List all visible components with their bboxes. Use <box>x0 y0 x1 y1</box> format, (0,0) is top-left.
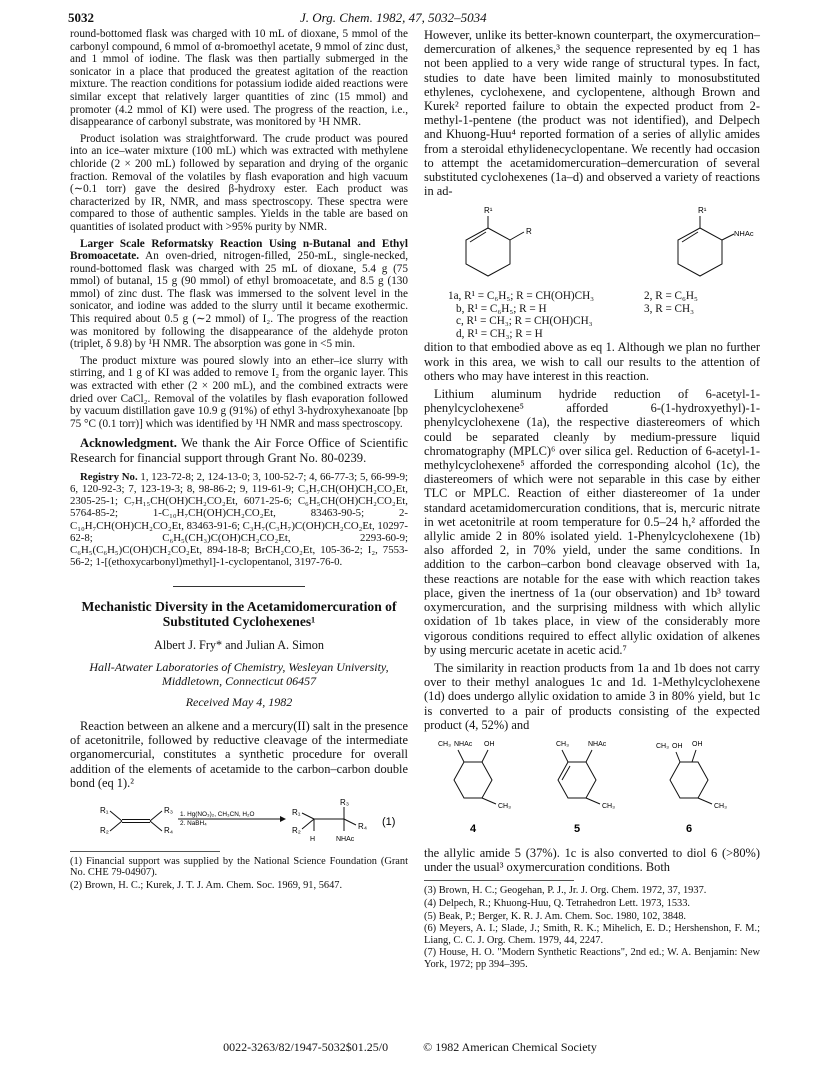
equation-1-scheme <box>70 797 408 843</box>
footnote-6: (6) Meyers, A. I.; Slade, J.; Smith, R. K.; Mihelich, E. D.; Hershenshon, F. M.; Liang, C. C. J. Org. Chem. 1979, 44, 2247. <box>424 923 760 946</box>
struct1-r: R <box>526 227 532 237</box>
right-paragraph-3: Lithium aluminum hydride reduction of 6-acetyl-1-phenylcyclohexene⁵ afforded 6-(1-hydroxyethyl)-1-phenylcyclohexene (1a), the respective diastereomers of which could be separated cleanly by medium-pressure liquid chromatography (MPLC)⁶ over silica gel. Reduction of 6-acetyl-1-methylcyclohexene⁵ afforded the corresponding alcohol (1c), the diastereomers of which were not separable in this case by either TLC or MPLC. Reaction of either diastereomer of 1a under standard acetamidomercuration conditions, that is, mercuric nitrate in wet acetonitrile at room temperature for 0.5–24 h,² afforded the allylic amide 2 in 80% isolated yield. 1-Phenylcyclohexene (1b) also afforded 2, in 70% yield, under the same conditions. In addition to the carbon–carbon bond cleavage observed with 1a, these reactions are notable for the ease with which reaction takes place, given the inertness of 1a (our observation) and 1b³ toward oxymercuration, and the surprising mildness with which allylic oxidation of 1b takes place, in view of the considerably more vigorous conditions required to effect allylic oxidation of alkenes by using mercuric acetate in acetic acid.⁷ <box>424 387 760 657</box>
abstract: Reaction between an alkene and a mercury(II) salt in the presence of acetonitrile, followed by reductive cleavage of the intermediate organomercurial, constitutes a synthetic procedure for overall addition of the elements of acetamide to the carbon–carbon double bond (eq 1).² <box>70 718 408 791</box>
struct2-r1: R¹ <box>698 206 707 216</box>
product-nhac: NHAc <box>336 835 355 843</box>
footnote-rule <box>70 851 220 852</box>
scheme-condition-2: 2. NaBH₄ <box>180 819 207 827</box>
equation-1-drawing <box>70 797 408 843</box>
structures-1-2-3 <box>424 204 760 340</box>
struct2-nhac: NHAc <box>734 229 754 239</box>
structure-drawings-top <box>424 204 760 282</box>
label-1c: c, R¹ = CH₃; R = CH(OH)CH₃ <box>456 315 593 328</box>
s6-top3: OH <box>692 740 703 748</box>
equation-number: (1) <box>382 815 396 828</box>
s5-top1: CH₃ <box>556 740 569 748</box>
product-h: H <box>310 835 316 843</box>
journal-header: J. Org. Chem. 1982, 47, 5032–5034 <box>300 10 487 25</box>
copyright: © 1982 American Chemical Society <box>423 1040 597 1054</box>
article-title: Mechanistic Diversity in the Acetamidomercuration of Substituted Cyclohexenes¹ <box>81 599 397 630</box>
s4-top2: NHAc <box>454 740 473 748</box>
label-3: 3, R = CH₃ <box>644 302 694 315</box>
s4-number: 4 <box>470 822 477 835</box>
s5-sub: CH₃ <box>602 802 615 810</box>
label-1b: b, R¹ = C₆H₅; R = H <box>456 302 547 315</box>
right-paragraph-2: dition to that embodied above as eq 1. Although we plan no further work in this area, we wish to call our results to the attention of others who may have interest in this reaction. <box>424 340 760 383</box>
acknowledgment-text: We thank the Air Force Office of Scientific Research for financial support through Grant No. 80-0239. <box>70 436 408 465</box>
right-paragraph-4: The similarity in reaction products from 1a and 1b does not carry over to their methyl analogues 1c and 1d. 1-Methylcyclohexene (1d) does undergo allylic oxidation to amide 3 in 80% yield, but 1c is converted to a pair of products consisting of the expected product (4, 52%) and <box>424 660 760 732</box>
footnote-2: (2) Brown, H. C.; Kurek, J. T. J. Am. Chem. Soc. 1969, 91, 5647. <box>70 879 343 891</box>
structure-drawings-bottom <box>424 736 760 840</box>
scheme-r3: R₃ <box>164 805 174 815</box>
article-separator <box>173 586 305 587</box>
label-1d: d, R¹ = CH₃; R = H <box>456 327 543 340</box>
s4-top3: OH <box>484 740 495 748</box>
left-paragraph-3 <box>70 238 408 351</box>
footnote-3: (3) Brown, H. C.; Geogehan, P. J., Jr. J. Org. Chem. 1972, 37, 1937. <box>424 885 707 897</box>
scheme-r4: R₄ <box>164 825 174 835</box>
right-footnote-rule <box>424 880 574 881</box>
s5-top2: NHAc <box>588 740 607 748</box>
right-column <box>424 28 760 971</box>
registry-numbers <box>70 471 408 569</box>
scheme-r2: R₂ <box>100 825 109 835</box>
s6-number: 6 <box>686 822 693 835</box>
struct1-r1: R¹ <box>484 206 493 216</box>
article-affiliation: Hall-Atwater Laboratories of Chemistry, Wesleyan University, Middletown, Connecticut 06457 <box>89 660 389 689</box>
compound-2-3-labels <box>644 290 698 315</box>
left-paragraph-2: Product isolation was straightforward. The crude product was poured into an ice–water mixture (100 mL) which was extracted with methylene chloride (2 × 200 mL) followed by separation and drying of the organic fraction. Removal of the volatiles by flash evaporation and high vacuum (∼0.1 torr) gave the desired β-hydroxy ester. Each product was characterized by IR, NMR, and mass spectroscopy. These spectra were compared to those of authentic samples. Yields in the table are based on quantities of isolated product with >95% purity by NMR. <box>70 132 408 233</box>
product-r4: R₄ <box>358 821 368 831</box>
acknowledgment <box>70 436 408 464</box>
right-paragraph-5: the allylic amide 5 (37%). 1c is also converted to diol 6 (>80%) under the usual³ oxymercuration conditions. Both <box>424 845 760 875</box>
left-paragraph-3-body: An oven-dried, nitrogen-filled, 250-mL, single-necked, round-bottomed flask was charged with 25 mL of dioxane, 5.4 g (75 mmol) of butanal, 15 g (90 mmol) of ethyl bromoacetate, and 8.5 g (130 mmol) of zinc dust. The flask was immersed to the solvent level in the sonicator, and iodine was added to the slurry until it became exothermic. This required about 0.5 g (∼2 mmol) of I₂. The progress of the reaction was monitored by following the disappearance of the aldehyde proton (triplet, δ 9.8) by ¹H NMR. The absorption was gone in <5 min. <box>70 250 408 351</box>
registry-heading: Registry No. <box>80 470 138 483</box>
product-r1: R₁ <box>292 807 301 817</box>
product-r2: R₂ <box>292 825 301 835</box>
issn-code: 0022-3263/82/1947-5032$01.25/0 <box>223 1040 389 1054</box>
acknowledgment-heading: Acknowledgment. <box>80 436 177 451</box>
right-paragraph-1: However, unlike its better-known counterpart, the oxymercuration–demercuration of alkenes,³ the sequence represented by eq 1 has not been applied to a very wide range of structural types. In fact, studies to date have been limited mainly to monosubstituted ethylenes, cyclohexene, and cyclopentene, although Brown and Kurek² reported failure to obtain the expected product from 2-methyl-1-pentene (the product was not identified), and Delpech and Khuong-Huu⁴ reported formation of a series of allylic amides from a steroidal ethylidenecyclopentane. We recently had occasion to attempt the acetamidomercuration–demercuration of several substituted cyclohexenes (1a–d) and observed a variety of reactions in ad- <box>424 28 760 199</box>
article-authors: Albert J. Fry* and Julian A. Simon <box>154 638 324 653</box>
page-footer <box>0 1040 820 1055</box>
s6-top1: CH₃ <box>656 742 669 750</box>
scheme-condition-1: 1. Hg(NO₃)₂, CH₃CN, H₂O <box>180 810 255 818</box>
s6-sub: CH₃ <box>714 802 727 810</box>
product-r3: R₃ <box>340 797 350 807</box>
left-column <box>70 28 408 892</box>
s4-sub: CH₃ <box>498 802 511 810</box>
s4-top1: CH₃ <box>438 740 451 748</box>
compound-1-labels <box>448 290 594 340</box>
footnote-1: (1) Financial support was supplied by the National Science Foundation (Grant No. CHE 79-04907). <box>70 855 408 879</box>
footnote-7: (7) House, H. O. "Modern Synthetic Reactions", 2nd ed.; W. A. Benjamin: New York, 1972; pp 394–395. <box>424 947 760 970</box>
footnote-4: (4) Delpech, R.; Khuong-Huu, Q. Tetrahedron Lett. 1973, 1533. <box>424 897 691 909</box>
left-paragraph-1: round-bottomed flask was charged with 10 mL of dioxane, 5 mmol of the carbonyl compound, 6 mmol of α-bromoethyl acetate, 9 mmol of zinc dust, and 1 mmol of iodine. The flask was then partially submerged in the sonicator in a place that produced the greatest agitation of the reaction mixture. The reaction conditions for potassium iodide aided reactions were similar except that relatively larger quantities of zinc (15 mmol) and promoter (4.2 mmol of KI) were used. The progress of the reaction, i.e., disappearance of carbonyl substrate, was monitored by ¹H NMR. <box>70 28 408 129</box>
footnote-5: (5) Beak, P.; Berger, K. R. J. Am. Chem. Soc. 1980, 102, 3848. <box>424 910 687 922</box>
scheme-r1: R₁ <box>100 805 109 815</box>
s6-top2: OH <box>672 742 683 750</box>
page-number: 5032 <box>68 10 94 25</box>
left-paragraph-4: The product mixture was poured slowly into an ether–ice slurry with stirring, and 1 g of KI was added to remove I₂ from the organic layer. This was extracted with ether (2 × 200 mL), and the combined extracts were dried over CaCl₂. Removal of the volatiles by flash evaporation followed by vacuum distillation gave 10.9 g (91%) of ethyl 3-hydroxyhexanoate [bp 75 °C (0.1 torr)] which was identified by ¹H NMR and mass spectroscopy. <box>70 354 408 430</box>
registry-text: 1, 123-72-8; 2, 124-13-0; 3, 100-52-7; 4, 66-77-3; 5, 66-99-9; 6, 120-92-3; 7, 123-19-3; 8, 98-86-2; 9, 119-61-9; C₃H₇CH(OH)CH₂CO₂Et, 2305-25-1; C₇H₁₅CH(OH)CH₂CO₂Et, 6071-25-6; C₆H₅CH(OH)CH₂CO₂Et, 5764-85-2; 1-C₁₀H₇CH(OH)CH₂CO₂Et, 83463-90-5; 2-C₁₀H₇CH(OH)CH₂CO₂Et, 83463-91-6; C₃H₇(C₃H₇)C(OH)CH₂CO₂Et, 10297-62-8; C₆H₅(CH₃)C(OH)CH₂CO₂Et, 2293-60-9; C₆H₅(C₆H₅)C(OH)CH₂CO₂Et, 894-18-8; BrCH₂CO₂Et, 105-36-2; I₂, 7553-56-2; 1-[(ethoxycarbonyl)methyl]-1-cyclopentanol, 3197-76-0. <box>70 470 409 569</box>
left-footnotes <box>70 856 408 892</box>
received-date: Received May 4, 1982 <box>185 695 293 710</box>
label-1a: 1a, R¹ = C₆H₅; R = CH(OH)CH₃ <box>448 290 595 303</box>
s5-number: 5 <box>574 822 581 835</box>
section-heading: Larger Scale Reformatsky Reaction Using n-Butanal and Ethyl Bromoacetate. <box>70 237 408 263</box>
structures-4-5-6 <box>424 736 760 840</box>
label-2: 2, R = C₆H₅ <box>644 290 698 303</box>
right-footnotes <box>424 885 760 970</box>
